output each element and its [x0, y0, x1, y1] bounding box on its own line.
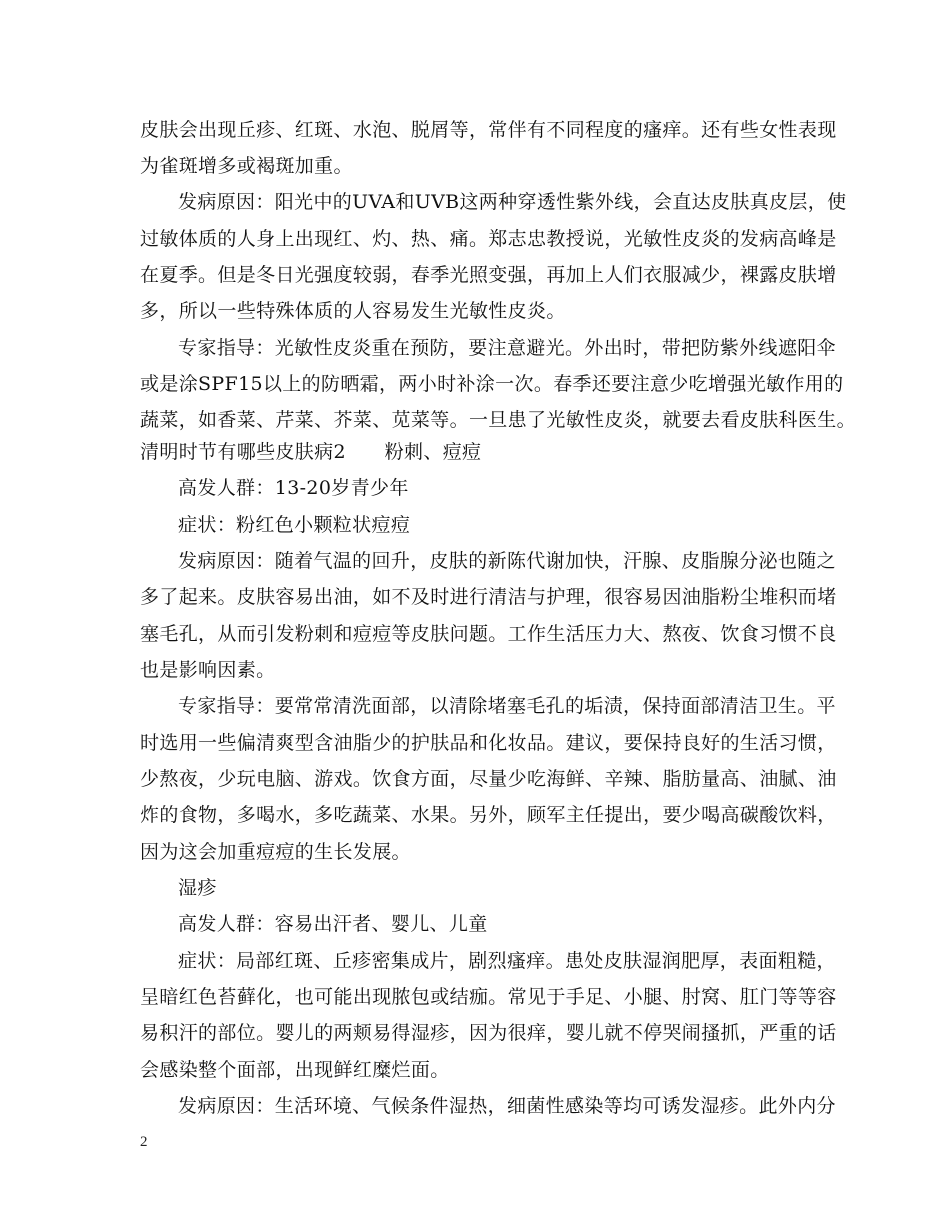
text-line: 塞毛孔，从而引发粉刺和痘痘等皮肤问题。工作生活压力大、熬夜、饮食习惯不良	[140, 623, 837, 645]
section-heading: 清明时节有哪些皮肤病2 粉刺、痘痘	[140, 441, 482, 463]
text-line: 发病原因：生活环境、气候条件湿热，细菌性感染等均可诱发湿疹。此外内分	[178, 1095, 836, 1117]
text-line: 专家指导：光敏性皮炎重在预防，要注意避光。外出时，带把防紫外线遮阳伞	[178, 337, 836, 359]
text-line: 高发人群：容易出汗者、婴儿、儿童	[178, 913, 488, 935]
page-number: 2	[140, 1134, 148, 1150]
text-line: 多，所以一些特殊体质的人容易发生光敏性皮炎。	[140, 300, 566, 322]
text-line: 症状：粉红色小颗粒状痘痘	[178, 514, 411, 536]
text-line: 多了起来。皮肤容易出油，如不及时进行清洁与护理，很容易因油脂粉尘堆积而堵	[140, 586, 837, 608]
text-line: 易积汗的部位。婴儿的两颊易得湿疹，因为很痒，婴儿就不停哭闹搔抓，严重的话	[140, 1022, 837, 1044]
text-line: 专家指导：要常常清洗面部，以清除堵塞毛孔的垢渍，保持面部清洁卫生。平	[178, 695, 836, 717]
text-line: 时选用一些偏清爽型含油脂少的护肤品和化妆品。建议，要保持良好的生活习惯，	[140, 732, 837, 754]
text-line: 蔬菜，如香菜、芹菜、芥菜、苋菜等。一旦患了光敏性皮炎，就要去看皮肤科医生。	[140, 409, 856, 431]
text-line: 炸的食物，多喝水，多吃蔬菜、水果。另外，顾军主任提出，要少喝高碳酸饮料，	[140, 804, 837, 826]
text-line: 呈暗红色苔藓化，也可能出现脓包或结痂。常见于手足、小腿、肘窝、肛门等等容	[140, 986, 837, 1008]
text-line: 或是涂SPF15以上的防晒霜，两小时补涂一次。春季还要注意少吃增强光敏作用的	[140, 373, 844, 395]
text-line: 因为这会加重痘痘的生长发展。	[140, 841, 411, 863]
text-line: 发病原因：阳光中的UVA和UVB这两种穿透性紫外线，会直达皮肤真皮层，使	[178, 191, 847, 213]
text-line: 会感染整个面部，出现鲜红糜烂面。	[140, 1059, 450, 1081]
text-line: 在夏季。但是冬日光强度较弱，春季光照变强，再加上人们衣服减少，裸露皮肤增	[140, 264, 837, 286]
text-line: 也是影响因素。	[140, 659, 276, 681]
text-line: 发病原因：随着气温的回升，皮肤的新陈代谢加快，汗腺、皮脂腺分泌也随之	[178, 550, 836, 572]
text-line: 少熬夜，少玩电脑、游戏。饮食方面，尽量少吃海鲜、辛辣、脂肪量高、油腻、油	[140, 768, 837, 790]
section-heading: 湿疹	[178, 877, 217, 899]
text-line: 高发人群：13-20岁青少年	[178, 477, 409, 499]
text-line: 过敏体质的人身上出现红、灼、热、痛。郑志忠教授说，光敏性皮炎的发病高峰是	[140, 228, 837, 250]
text-line: 为雀斑增多或褐斑加重。	[140, 155, 353, 177]
text-line: 症状：局部红斑、丘疹密集成片，剧烈瘙痒。患处皮肤湿润肥厚，表面粗糙，	[178, 950, 836, 972]
text-line: 皮肤会出现丘疹、红斑、水泡、脱屑等，常伴有不同程度的瘙痒。还有些女性表现	[140, 119, 837, 141]
